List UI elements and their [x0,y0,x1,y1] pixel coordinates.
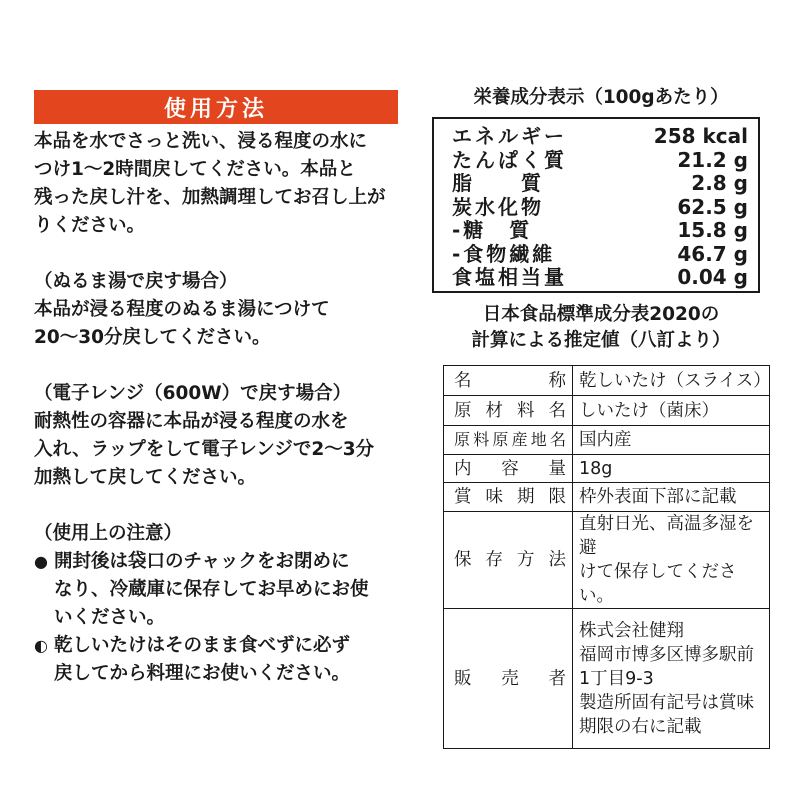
intro-line: りください。 [34,215,146,236]
caution-title: （使用上の注意） [34,523,183,544]
caution-item [34,548,406,632]
nutrient-label: -食物繊維 [452,241,556,266]
info-row [444,366,770,396]
nutrient-value: 2.8 g [691,171,748,195]
info-key: 賞味期限 [444,483,573,512]
nutrient-label: エネルギー [452,124,567,148]
lukewarm-title: （ぬるま湯で戻す場合） [34,271,238,292]
info-key: 保存方法 [444,512,573,609]
info-row [444,483,770,512]
nutrition-note: 日本食品標準成分表2020の 計算による推定値（八訂より） [471,304,731,351]
lukewarm-line: 20～30分戻してください。 [34,327,271,348]
nutrient-value: 46.7 g [677,241,748,266]
nutrient-value: 258 kcal [653,124,748,148]
microwave-line: 耐熱性の容器に本品が浸る程度の水を [34,411,349,432]
info-row [444,512,770,609]
nutrition-row [452,149,748,173]
nutrient-label: 食塩相当量 [452,265,567,289]
nutrition-row [452,196,748,220]
info-key: 原料原産地名 [444,426,573,455]
nutrition-row [452,266,748,290]
nutrition-title: 栄養成分表示（100gあたり） [473,87,729,108]
info-row [444,455,770,483]
lukewarm-line: 本品が浸る程度のぬるま湯につけて [34,299,330,320]
bullet-icon: ● [34,552,48,571]
intro-line: 残った戻し汁を、加熱調理してお召し上が [34,187,386,208]
nutrient-value: 21.2 g [677,147,748,172]
info-value: 乾しいたけ（スライス） [573,366,770,396]
info-key: 販売者 [444,609,573,749]
microwave-title: （電子レンジ（600W）で戻す場合） [34,383,352,404]
info-row [444,609,770,749]
microwave-line: 入れ、ラップをして電子レンジで2～3分 [34,439,375,460]
caution-item [34,632,406,688]
half-bullet-icon: ◐ [34,636,48,655]
usage-instructions [34,128,406,688]
nutrient-label: -糖 質 [452,218,533,242]
caution-text: 開封後は袋口のチャックをお閉めに なり、冷蔵庫に保存してお早めにお使 いください。 [54,551,369,628]
info-value: 株式会社健翔 福岡市博多区博多駅前 1丁目9-3 製造所固有記号は賞味 期限の右に記載 [573,609,770,749]
nutrient-label: 脂 質 [452,171,544,195]
intro-line: つけ1～2時間戻してください。本品と [34,159,356,180]
info-value: しいたけ（菌床） [573,396,770,426]
nutrition-row [452,219,748,243]
info-key: 内容量 [444,455,573,483]
microwave-line: 加熱して戻してください。 [34,467,257,488]
nutrient-value: 15.8 g [677,218,748,242]
info-row [444,396,770,426]
nutrient-label: たんぱく質 [452,147,567,172]
info-value: 18g [573,455,770,483]
nutrition-table [432,117,760,293]
nutrient-value: 0.04 g [677,265,748,289]
info-key: 名称 [444,366,573,396]
nutrient-label: 炭水化物 [452,194,544,219]
nutrition-row [452,172,748,196]
info-key: 原材料名 [444,396,573,426]
nutrient-value: 62.5 g [677,194,748,219]
info-row [444,426,770,455]
product-info-table [443,365,770,749]
info-value: 枠外表面下部に記載 [573,483,770,512]
nutrition-row [452,243,748,267]
nutrition-row [452,125,748,149]
caution-text: 乾しいたけはそのまま食べずに必ず 戻してから料理にお使いください。 [54,635,351,684]
info-value: 直射日光、高温多湿を避 けて保存してください。 [573,512,770,609]
intro-line: 本品を水でさっと洗い、浸る程度の水に [34,131,368,152]
usage-header: 使用方法 [34,90,398,124]
info-value: 国内産 [573,426,770,455]
